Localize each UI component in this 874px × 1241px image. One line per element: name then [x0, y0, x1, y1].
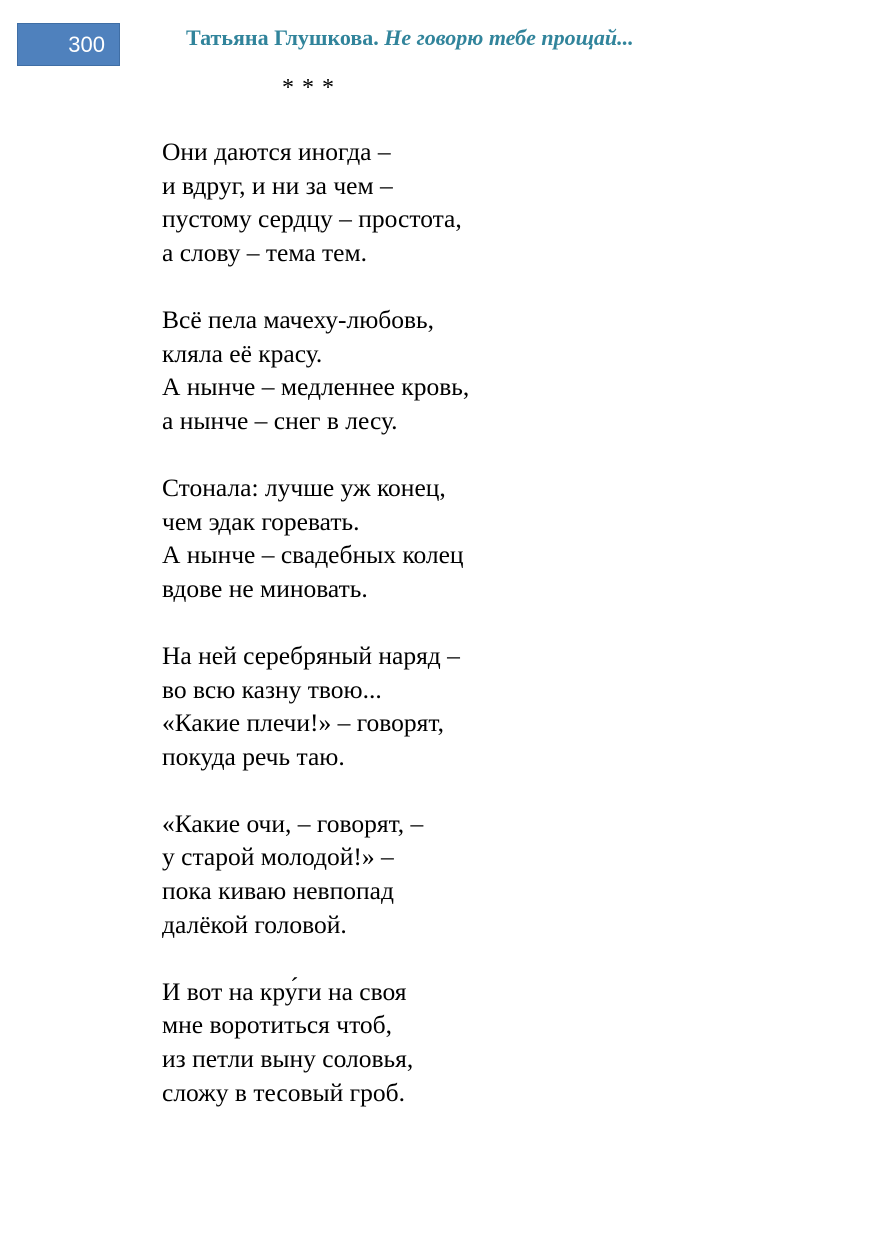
page-number: 300	[68, 32, 105, 57]
poem-separator: * * *	[282, 75, 335, 101]
poem-line: пока киваю невпопад	[162, 876, 394, 906]
poem-line: а нынче – снег в лесу.	[162, 405, 398, 435]
poem-line: далёкой головой.	[162, 909, 347, 939]
poem-line: А нынче – медленнее кровь,	[162, 372, 470, 402]
poem-line: Стонала: лучше уж конец,	[162, 472, 446, 502]
poem-line: И вот на кру́ги на своя	[162, 976, 407, 1006]
poem-line: покуда речь таю.	[162, 741, 345, 771]
poem-line: На ней серебряный наряд –	[162, 640, 460, 670]
poem-line: А нынче – свадебных колец	[162, 540, 464, 570]
stanza-2	[162, 303, 469, 437]
stanza-5	[162, 807, 469, 941]
poem-line: Они даются иногда –	[162, 137, 391, 166]
stanza-1	[162, 135, 469, 269]
poem-line: пустому сердцу – простота,	[162, 204, 462, 234]
stanza-4	[162, 639, 469, 773]
poem-line: и вдруг, и ни за чем –	[162, 170, 393, 200]
poem-line: мне воротиться чтоб,	[162, 1010, 392, 1040]
poem-line: во всю казну твою...	[162, 674, 382, 704]
poem-line: кляла её красу.	[162, 338, 323, 368]
poem-line: вдове не миновать.	[162, 573, 368, 603]
poem-line: из петли выну соловья,	[162, 1044, 414, 1074]
poem-line: сложу в тесовый гроб.	[162, 1077, 405, 1107]
page-number-box	[17, 23, 120, 66]
poem-line: у старой молодой!» –	[162, 842, 394, 872]
stanza-6	[162, 975, 469, 1109]
poem-line: «Какие плечи!» – говорят,	[162, 708, 445, 738]
poem-line: а слову – тема тем.	[162, 237, 367, 267]
stanza-3	[162, 471, 469, 605]
header-author: Татьяна Глушкова.	[186, 25, 379, 50]
header-title: Не говорю тебе прощай...	[384, 25, 634, 50]
poem-line: Всё пела мачеху-любовь,	[162, 304, 435, 334]
poem-line: чем эдак горевать.	[162, 506, 360, 536]
poem-line: «Какие очи, – говорят, –	[162, 808, 424, 838]
poem-body	[162, 135, 469, 1109]
running-header	[186, 26, 634, 50]
